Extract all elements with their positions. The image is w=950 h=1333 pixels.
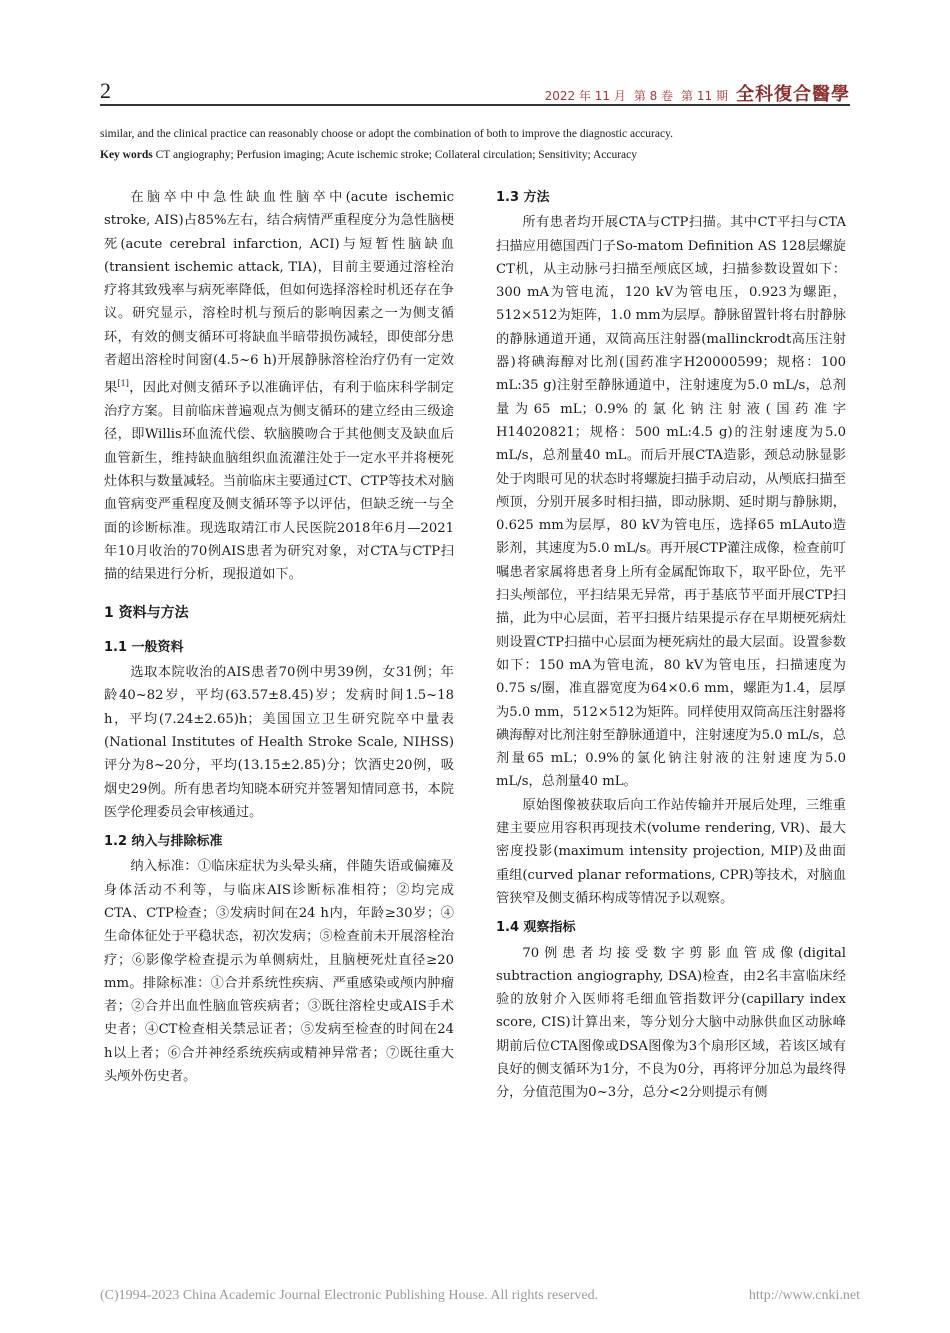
keywords bbox=[100, 146, 860, 164]
keywords-label: Key words bbox=[100, 149, 153, 161]
footer bbox=[100, 1288, 860, 1304]
paragraph-1-1: 选取本院收治的AIS患者70例中男39例，女31例；年龄40~82岁，平均(63.57±8.45)岁；发病时间1.5~18 h，平均(7.24±2.65)h；美国国立卫生研究院卒中量表(National Institutes of Health Stroke Scale, NIHSS)评分为8~20分，平均(13.15±2.85)分；饮酒史20例，吸烟史29例。所有患者均知晓本研究并签署知情同意书，本院医学伦理委员会审核通过。 bbox=[104, 665, 454, 820]
intro-paragraph bbox=[104, 186, 454, 586]
right-column bbox=[496, 186, 846, 1105]
section-heading-1: 1 资料与方法 bbox=[104, 605, 189, 622]
subsection-heading-1-2: 1.2 纳入与排除标准 bbox=[104, 834, 223, 850]
intro-text-tail: ，因此对侧支循环予以准确评估，有利于临床科学制定治疗方案。目前临床普遍观点为侧支循环的建立经由三级途径，即Willis环血流代偿、软脑膜吻合于其他侧支及缺血后血管新生，维持缺血脑组织血流灌注处于一定水平并将梗死灶体积与数量减轻。当前临床主要通过CT、CTP等技术对脑血管病变严重程度及侧支循环等予以评估，但缺乏统一与全面的诊断标准。现选取靖江市人民医院2018年6月—2021年10月收治的70例AIS患者为研究对象，对CTA与CTP扫描的结果进行分析，现报道如下。 bbox=[104, 380, 454, 583]
keywords-text: CT angiography; Perfusion imaging; Acute ischemic stroke; Collateral circulation; Sensitivity; Accuracy bbox=[152, 149, 637, 161]
subsection-heading-1-3: 1.3 方法 bbox=[496, 190, 550, 205]
paragraph-1-3b: 原始图像被获取后向工作站传输并开展后处理，三维重建主要应用容积再现技术(volume rendering, VR)、最大密度投影(maximum intensity projection, MIP)及曲面重组(curved planar reformations, CPR)等技术，对脑血管狭窄及侧支循环构成等情况予以观察。 bbox=[496, 797, 847, 906]
issue-date: 2022 年 11 月 bbox=[544, 89, 626, 103]
running-header bbox=[545, 80, 850, 106]
cnki-link[interactable]: http://www.cnki.net bbox=[748, 1288, 860, 1303]
copyright-notice: (C)1994-2023 China Academic Journal Electronic Publishing House. All rights reserved. bbox=[100, 1288, 599, 1303]
abstract-tail: similar, and the clinical practice can reasonably choose or adopt the combination of both to improve the diagnostic accuracy. bbox=[100, 128, 673, 140]
subsection-heading-1-1: 1.1 一般资料 bbox=[104, 639, 184, 655]
journal-name: 全科復合醫學 bbox=[736, 84, 850, 105]
reference-1[interactable]: [1] bbox=[117, 379, 129, 389]
paragraph-1-4: 70例患者均接受数字剪影血管成像(digital subtraction angiography, DSA)检查，由2名丰富临床经验的放射介入医师将毛细血管指数评分(capillary index score, CIS)计算出来，等分划分大脑中动脉供血区动脉峰期前后位CTA图像或DSA图像为3个扇形区域，若该区域有良好的侧支循环为1分，不良为0分，再将评分加总为最终得分，分值范围为0~3分，总分<2分则提示有侧 bbox=[496, 945, 846, 1101]
subsection-heading-1-4: 1.4 观察指标 bbox=[496, 920, 576, 936]
paragraph-1-3a: 所有患者均开展CTA与CTP扫描。其中CT平扫与CTA扫描应用德国西门子So-matom Definition AS 128层螺旋CT机，从主动脉弓扫描至颅底区域，扫描参数设置如下：300 mA为管电流，120 kV为管电压，0.923为螺距，512×512为矩阵，1.0 mm为层厚。静脉留置针将右肘静脉的静脉通道开通，双筒高压注射器(mallinckrodt高压注射器)将碘海醇对比剂(国药准字H20000599；规格：100 mL:35 g)注射至静脉通道中，注射速度为5.0 mL/s，总剂量为65 mL；0.9%的氯化钠注射液(国药准字H14020821；规格：500 mL:4.5 g)的注射速度为5.0 mL/s，总剂量40 mL。而后开展CTA造影，颈总动脉显影处于肉眼可见的状态时将螺旋扫描手动启动，从颅底扫描至颅顶，分别开展多时相扫描，即动脉期、延时期与静脉期，0.625 mm为层厚，80 kV为管电压，选择65 mLAuto造影剂，其速度为5.0 mL/s。再开展CTP灌注成像，检查前叮嘱患者家属将患者身上所有金属配饰取下，取平卧位，先平扫头颅部位，平扫结果无异常，再于基底节平面开展CTP扫描，此为中心层面，若平扫摄片结果提示存在早期梗死病灶则设置CTP扫描中心层面为梗死病灶的最大层面。设置参数如下：150 mA为管电流，80 kV为管电压，扫描速度为0.75 s/圈，准直器宽度为64×0.6 mm，螺距为1.4，层厚为5.0 mm，512×512为矩阵。同样使用双筒高压注射器将碘海醇对比剂注射至静脉通道中，注射速度为5.0 mL/s，总剂量65 mL；0.9%的氯化钠注射液的注射速度为5.0 mL/s，总剂量40 mL。 bbox=[496, 215, 846, 790]
header-divider bbox=[100, 104, 850, 106]
left-column bbox=[104, 186, 454, 1088]
page-number: 2 bbox=[100, 78, 111, 103]
paragraph-1-2: 纳入标准：①临床症状为头晕头痛，伴随失语或偏瘫及身体活动不利等，与临床AIS诊断标准相符；②均完成CTA、CTP检查；③发病时间在24 h内，年龄≥30岁；④生命体征处于平稳状态，初次发病；⑤检查前未开展溶栓治疗；⑥影像学检查提示为单侧病灶，且脑梗死灶直径≥20 mm。排除标准：①合并系统性疾病、严重感染或颅内肿瘤者；②合并出血性脑血管疾病者；③既往溶栓史或AIS手术史者；④CT检查相关禁忌证者；⑤发病至检查的时间在24 h以上者；⑥合并神经系统疾病或精神异常者；⑦既往重大头颅外伤史者。 bbox=[104, 859, 454, 1085]
volume: 第 8 卷 bbox=[633, 89, 674, 103]
issue-number: 第 11 期 bbox=[681, 89, 728, 103]
intro-text: 在脑卒中中急性缺血性脑卒中(acute ischemic stroke, AIS)占85%左右，结合病情严重程度分为急性脑梗死(acute cerebral infarction, ACI)与短暂性脑缺血(transient ischemic attack, TIA)，目前主要通过溶栓治疗将其致残率与病死率降低，但如何选择溶栓时机还存在争议。研究显示，溶栓时机与预后的影响因素之一为侧支循环，有效的侧支循环可将缺血半暗带损伤减轻，即使部分患者超出溶栓时间窗(4.5~6 h)开展静脉溶栓治疗仍有一定效果 bbox=[104, 190, 454, 396]
